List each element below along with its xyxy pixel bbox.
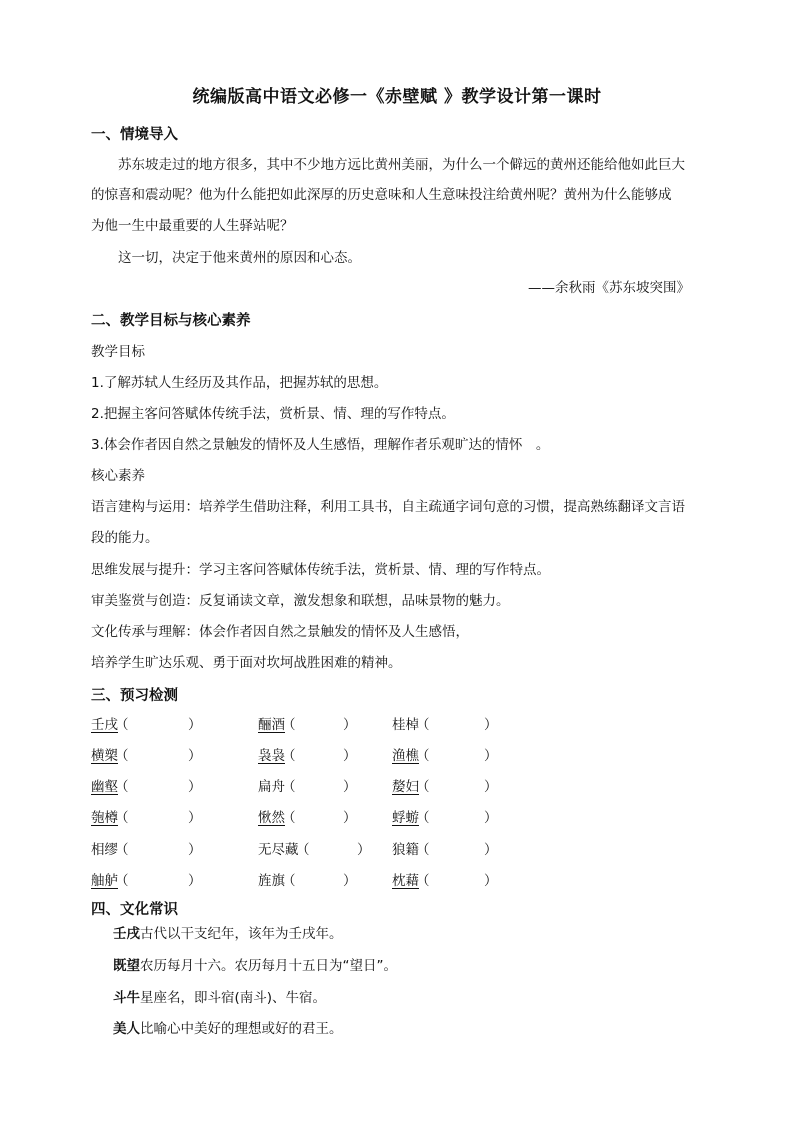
answer-blank-close: ） [343,717,357,733]
culture-term-definition: 古代以干支纪年，该年为壬戌年。 [140,926,343,942]
quiz-term: 舳舻 [91,873,118,889]
core-label: 核心素养 [91,468,145,484]
culture-term-definition: 农历每月十六。农历每月十五日为“望日”。 [140,958,397,974]
core-item-5: 培养学生旷达乐观、勇于面对坎坷战胜困难的精神。 [91,655,402,671]
answer-blank-close: ） [484,873,498,889]
goals-label: 教学目标 [91,344,145,360]
quiz-term: 蜉蝣 [392,810,419,826]
answer-blank-open: （ [416,717,430,733]
answer-blank-open: （ [282,779,296,795]
quiz-term: 旌旗 [258,873,285,889]
answer-blank-close: ） [188,810,202,826]
quote-attribution: ——余秋雨《苏东坡突围》 [528,280,690,296]
intro-para-line-3: 为他一生中最重要的人生驿站呢？ [91,218,294,234]
answer-blank-open: （ [115,779,129,795]
answer-blank-open: （ [416,873,430,889]
answer-blank-close: ） [188,779,202,795]
answer-blank-open: （ [416,842,430,858]
intro-para-line-1: 苏东坡走过的地方很多，其中不少地方远比黄州美丽，为什么一个僻远的黄州还能给他如此巨大 [118,157,685,173]
culture-term-item [113,1023,343,1037]
quiz-term: 酾酒 [258,717,285,733]
answer-blank-open: （ [115,748,129,764]
quiz-term: 桂棹 [392,717,419,733]
answer-blank-close: ） [188,717,202,733]
core-item-3: 审美鉴赏与创造：反复诵读文章，激发想象和联想，品味景物的魅力。 [91,593,510,609]
answer-blank-close: ） [484,779,498,795]
quiz-term: 渔樵 [392,748,419,764]
answer-blank-close: ） [484,810,498,826]
answer-blank-close: ） [484,717,498,733]
culture-term-definition: 星座名，即斗宿(南斗)、牛宿。 [140,990,327,1006]
goal-item-3: 3.体会作者因自然之景触发的情怀及人生感悟，理解作者乐观旷达的情怀 。 [91,437,550,453]
quiz-term: 壬戌 [91,717,118,733]
intro-para-line-2: 的惊喜和震动呢？他为什么能把如此深厚的历史意味和人生意味投注给黄州呢？黄州为什么能够成 [91,187,672,203]
culture-term-name: 壬戌 [113,926,140,942]
quiz-term: 相缪 [91,842,118,858]
answer-blank-open: （ [115,873,129,889]
section-heading-4: 四、文化常识 [91,902,178,918]
core-item-1-line-2: 段的能力。 [91,530,159,546]
quiz-term: 扁舟 [258,779,285,795]
quiz-term: 枕藉 [392,873,419,889]
answer-blank-open: （ [416,810,430,826]
answer-blank-close: ） [343,873,357,889]
answer-blank-close: ） [357,842,371,858]
quiz-term: 愀然 [258,810,285,826]
section-heading-3: 三、预习检测 [91,688,178,704]
quiz-term: 横槊 [91,748,118,764]
quiz-term: 无尽藏 [258,842,299,858]
answer-blank-open: （ [115,717,129,733]
culture-term-name: 斗牛 [113,990,140,1006]
answer-blank-open: （ [296,842,310,858]
answer-blank-open: （ [282,873,296,889]
core-item-2: 思维发展与提升：学习主客问答赋体传统手法，赏析景、情、理的写作特点。 [91,562,550,578]
culture-term-item [113,992,326,1006]
culture-term-name: 美人 [113,1021,140,1037]
culture-term-definition: 比喻心中美好的理想或好的君王。 [140,1021,343,1037]
quiz-term: 幽壑 [91,779,118,795]
answer-blank-close: ） [484,748,498,764]
goal-item-2: 2.把握主客问答赋体传统手法，赏析景、情、理的写作特点。 [91,406,455,422]
answer-blank-close: ） [343,748,357,764]
answer-blank-open: （ [115,842,129,858]
section-heading-1: 一、情境导入 [91,127,178,143]
answer-blank-close: ） [343,810,357,826]
answer-blank-open: （ [282,748,296,764]
quiz-term: 匏樽 [91,810,118,826]
quiz-term: 狼籍 [392,842,419,858]
culture-term-item [113,960,397,974]
culture-term-name: 既望 [113,958,140,974]
culture-term-item [113,928,343,942]
quiz-term: 袅袅 [258,748,285,764]
answer-blank-close: ） [484,842,498,858]
intro-para-2: 这一切，决定于他来黄州的原因和心态。 [118,250,361,266]
answer-blank-close: ） [188,842,202,858]
answer-blank-close: ） [188,748,202,764]
core-item-4: 文化传承与理解：体会作者因自然之景触发的情怀及人生感悟， [91,624,469,640]
answer-blank-open: （ [416,748,430,764]
answer-blank-open: （ [282,717,296,733]
goal-item-1: 1.了解苏轼人生经历及其作品，把握苏轼的思想。 [91,375,388,391]
answer-blank-open: （ [416,779,430,795]
answer-blank-close: ） [343,779,357,795]
answer-blank-open: （ [115,810,129,826]
answer-blank-close: ） [188,873,202,889]
page-title: 统编版高中语文必修一《赤壁赋 》教学设计第一课时 [192,87,602,107]
quiz-term: 嫠妇 [392,779,419,795]
core-item-1-line-1: 语言建构与运用：培养学生借助注释，利用工具书，自主疏通字词句意的习惯，提高熟练翻译文言语 [91,499,685,515]
answer-blank-open: （ [282,810,296,826]
section-heading-2: 二、教学目标与核心素养 [91,313,251,329]
